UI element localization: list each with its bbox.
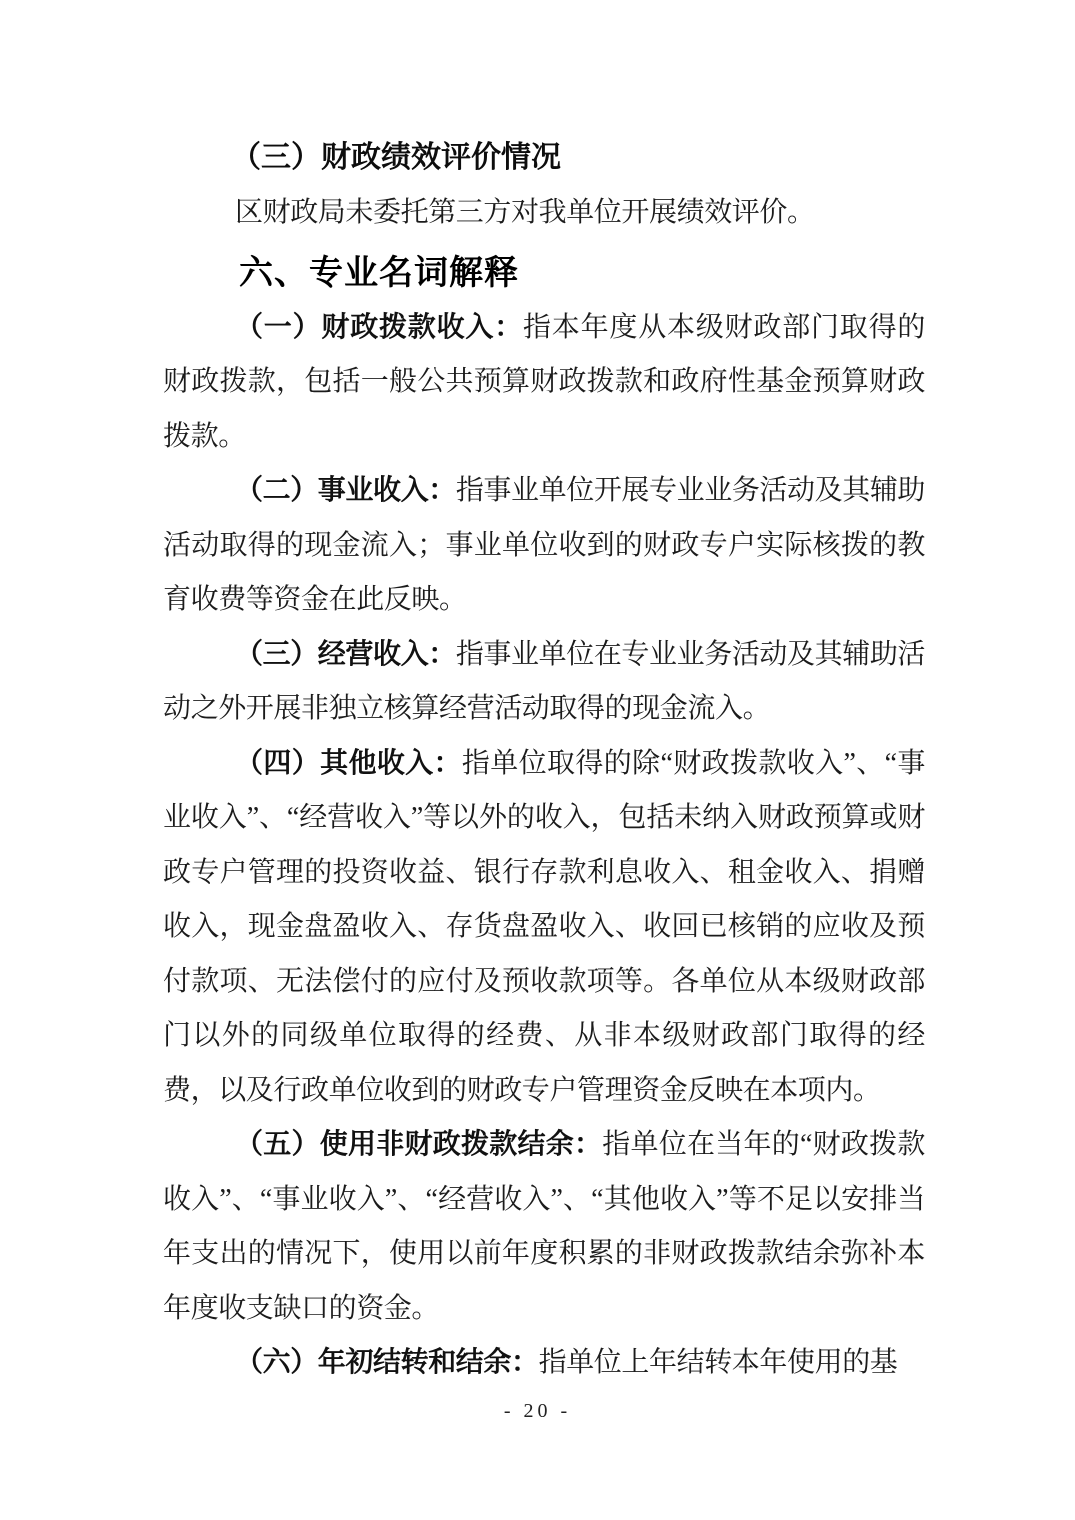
term-lead: （四）其他收入： <box>235 747 462 779</box>
term-body: 指事业单位开展专业业务活动及其辅助活动取得的现金流入；事业单位收到的财政专户实际核拨的教育收费等资金在此反映。 <box>163 475 926 615</box>
document-body <box>163 131 925 1391</box>
term-lead: （二）事业收入： <box>235 475 456 506</box>
term-paragraph-year-begin-carryover <box>163 1336 925 1391</box>
term-lead: （一）财政拨款收入： <box>235 311 523 343</box>
page-number: - 20 - <box>503 1400 572 1422</box>
term-paragraph-other-income <box>163 737 925 1119</box>
term-body: 指单位取得的除“财政拨款收入”、“事业收入”、“经营收入”等以外的收入，包括未纳入财政预算或财政专户管理的投资收益、银行存款利息收入、租金收入、捐赠收入，现金盘盈收入、存货盘盈收入、收回已核销的应收及预付款项、无法偿付的应付及预收款项等。各单位从本级财政部门以外的同级单位取得的经费、从非本级财政部门取得的经费，以及行政单位收到的财政专户管理资金反映在本项内。 <box>163 747 925 1106</box>
section-heading-performance-evaluation: （三）财政绩效评价情况 <box>231 141 561 174</box>
term-paragraph-institutional-income <box>163 464 925 628</box>
term-body: 指本年度从本级财政部门取得的财政拨款，包括一般公共预算财政拨款和政府性基金预算财政拨款。 <box>163 311 925 452</box>
term-lead: （六）年初结转和结余： <box>235 1347 539 1378</box>
term-body: 指单位上年结转本年使用的基 <box>538 1347 898 1378</box>
section-heading-terminology: 六、专业名词解释 <box>239 254 519 292</box>
term-lead: （五）使用非财政拨款结余： <box>235 1129 603 1160</box>
term-paragraph-fiscal-appropriation-income <box>163 301 925 465</box>
term-body: 指单位在当年的“财政拨款收入”、“事业收入”、“经营收入”、“其他收入”等不足以安排当年支出的情况下，使用以前年度积累的非财政拨款结余弥补本年度收支缺口的资金。 <box>163 1129 925 1324</box>
term-body: 指事业单位在专业业务活动及其辅助活动之外开展非独立核算经营活动取得的现金流入。 <box>163 638 926 724</box>
term-lead: （三）经营收入： <box>235 638 456 670</box>
paragraph-performance-evaluation: 区财政局未委托第三方对我单位开展绩效评价。 <box>235 196 815 228</box>
term-paragraph-non-fiscal-balance <box>163 1118 925 1336</box>
term-paragraph-operating-income <box>163 628 925 737</box>
